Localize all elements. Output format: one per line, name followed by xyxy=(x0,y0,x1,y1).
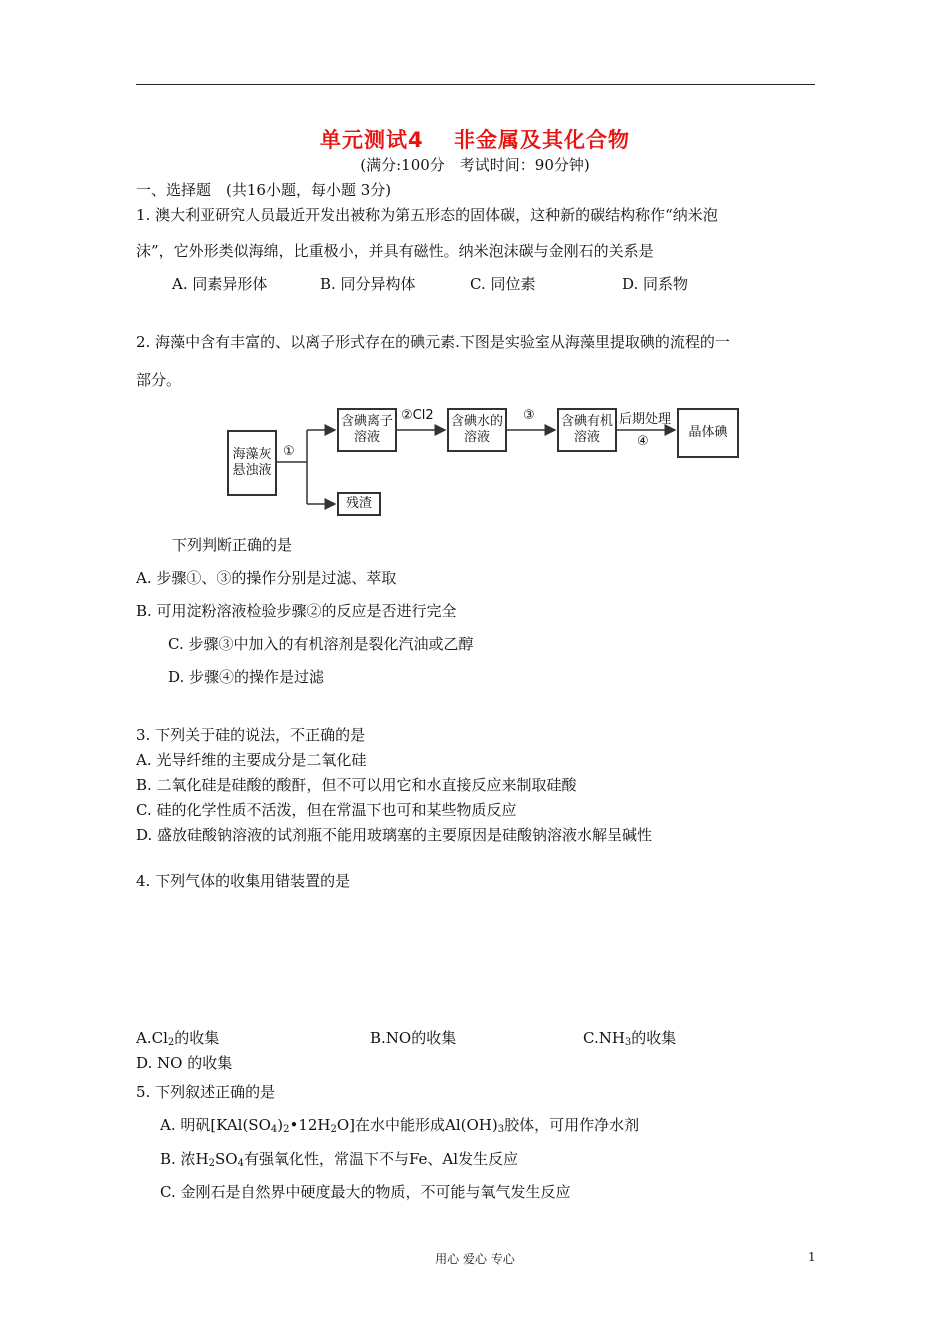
q1-option-c: C. 同位素 xyxy=(470,275,536,293)
box-seaweed-suspension: 海藻灰悬浊液 xyxy=(227,430,277,496)
q1-option-d: D. 同系物 xyxy=(622,275,689,293)
q5-option-a: A. 明矾$[KAl(SO_4)_2•12H_2O]$在水中能形成$Al(OH)_3$胶体，可用作净水剂 xyxy=(160,1116,640,1135)
q1-stem-line2: 沫”，它外形类似海绵，比重极小，并具有磁性。纳米泡沫碳与金刚石的关系是 xyxy=(136,242,654,260)
label-step4: ④ xyxy=(637,434,649,449)
iodine-flow-diagram xyxy=(225,400,745,520)
page-title: 单元测试4 非金属及其化合物 xyxy=(320,128,630,152)
q2-prompt: 下列判断正确的是 xyxy=(172,536,293,554)
q4-option-a: $A.Cl_2$的收集 xyxy=(136,1029,220,1048)
q3-option-a: A. 光导纤维的主要成分是二氧化硅 xyxy=(136,751,367,769)
box-iodine-crystal: 晶体碘 xyxy=(677,408,739,458)
footer-motto: 用心 爱心 专心 xyxy=(435,1252,515,1266)
q1-option-a: A. 同素异形体 xyxy=(172,275,268,293)
page-number: 1 xyxy=(808,1250,816,1264)
box-iodine-organic: 含碘有机溶液 xyxy=(557,408,617,452)
q4-option-d: D. NO 的收集 xyxy=(136,1054,233,1072)
q4-option-c: $C.NH_3$的收集 xyxy=(583,1029,677,1048)
q3-stem: 3. 下列关于硅的说法，不正确的是 xyxy=(136,726,366,744)
q5-option-b: B. 浓$H_2SO_4$有强氧化性，常温下不与Fe、Al发生反应 xyxy=(160,1150,519,1169)
box-residue: 残渣 xyxy=(337,492,381,516)
page-subtitle: (满分:100分 考试时间：90分钟) xyxy=(360,156,590,174)
q2-option-a: A. 步骤①、③的操作分别是过滤、萃取 xyxy=(136,569,397,587)
box-iodine-water: 含碘水的溶液 xyxy=(447,408,507,452)
q2-option-d: D. 步骤④的操作是过滤 xyxy=(168,668,325,686)
q2-stem-line1: 2. 海藻中含有丰富的、以离子形式存在的碘元素.下图是实验室从海藻里提取碘的流程的一 xyxy=(136,333,730,351)
label-step3: ③ xyxy=(523,408,535,423)
q2-option-c: C. 步骤③中加入的有机溶剂是裂化汽油或乙醇 xyxy=(168,635,474,653)
q1-stem-line1: 1. 澳大利亚研究人员最近开发出被称为第五形态的固体碳，这种新的碳结构称作“纳米泡 xyxy=(136,206,718,224)
q2-option-b: B. 可用淀粉溶液检验步骤②的反应是否进行完全 xyxy=(136,602,457,620)
label-step1: ① xyxy=(283,444,295,459)
q2-stem-line2: 部分。 xyxy=(136,371,182,389)
label-step4-process: 后期处理 xyxy=(619,412,672,427)
q3-option-c: C. 硅的化学性质不活泼，但在常温下也可和某些物质反应 xyxy=(136,801,517,819)
q4-stem: 4. 下列气体的收集用错装置的是 xyxy=(136,872,351,890)
q5-option-c: C. 金刚石是自然界中硬度最大的物质，不可能与氧气发生反应 xyxy=(160,1183,571,1201)
q1-option-b: B. 同分异构体 xyxy=(320,275,416,293)
q3-option-b: B. 二氧化硅是硅酸的酸酐，但不可以用它和水直接反应来制取硅酸 xyxy=(136,776,577,794)
header-rule xyxy=(136,84,815,85)
q4-option-b: B.NO的收集 xyxy=(370,1029,457,1047)
label-step2: ②Cl2 xyxy=(401,408,434,423)
section-heading: 一、选择题 (共16小题，每小题 3分) xyxy=(136,181,392,199)
q3-option-d: D. 盛放硅酸钠溶液的试剂瓶不能用玻璃塞的主要原因是硅酸钠溶液水解呈碱性 xyxy=(136,826,653,844)
q5-stem: 5. 下列叙述正确的是 xyxy=(136,1083,276,1101)
box-iodide-solution: 含碘离子溶液 xyxy=(337,408,397,452)
